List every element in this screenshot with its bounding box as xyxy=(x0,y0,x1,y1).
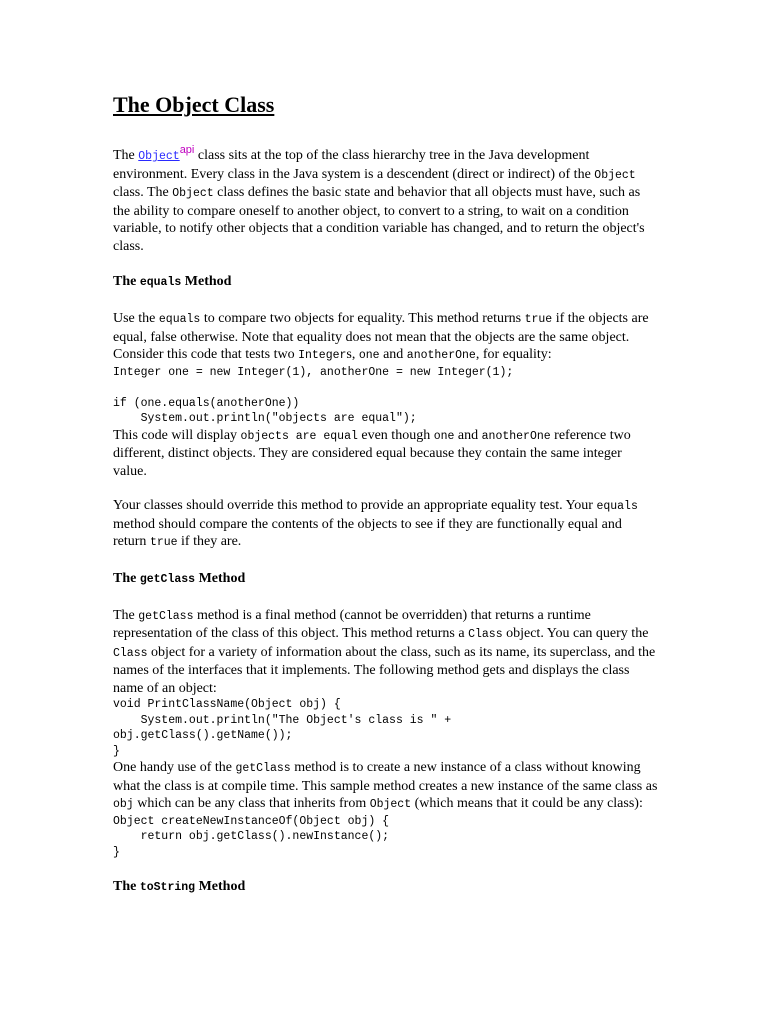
equals-heading: The equals Method xyxy=(113,274,232,289)
getclass-code-block-2: Object createNewInstanceOf(Object obj) { return obj.getClass().newInstance(); } xyxy=(113,814,390,859)
equals-paragraph-1: Use the equals to compare two objects for equality. This method returns true if the objects are equal, false otherwise. Note that equality does not mean that the objects are the same object. Consider this code that tests two Integers, one and anotherOne, for equality: xyxy=(113,311,649,362)
object-api-link[interactable]: Object xyxy=(138,150,180,163)
document-content xyxy=(113,92,658,897)
getclass-heading: The getClass Method xyxy=(113,570,246,586)
tostring-heading: The toString Method xyxy=(113,879,246,894)
api-link[interactable]: api xyxy=(179,144,195,156)
equals-paragraph-3: Your classes should override this method to provide an appropriate equality test. Your equals method should compare the contents of the objects to see if they are functionally equal and return true if they are. xyxy=(113,498,638,549)
equals-paragraph-2: This code will display objects are equal even though one and anotherOne reference two different, distinct objects. They are considered equal because they contain the same integer value. xyxy=(113,427,631,479)
getclass-code-block-1: void PrintClassName(Object obj) { System.out.println("The Object's class is " + obj.getClass().getName()); } xyxy=(113,698,452,758)
equals-code-block: Integer one = new Integer(1), anotherOne = new Integer(1); if (one.equals(anotherOne)) System.out.println("objects are equal"); xyxy=(113,365,514,425)
getclass-paragraph-2: One handy use of the getClass method is to create a new instance of a class without knowing what the class is at compile time. This sample method creates a new instance of the same class as obj which can be any class that inherits from Object (which means that it could be any class): xyxy=(113,760,658,811)
page-title: The Object Class xyxy=(113,92,275,117)
getclass-paragraph-1: The getClass method is a final method (cannot be overridden) that returns a runtime representation of the class of this object. This method returns a Class object. You can query the Class object for a variety of information about the class, such as its name, its superclass, and the names of the interfaces that it implements. The following method gets and displays the class name of an object: xyxy=(113,607,656,696)
intro-paragraph: The Object$^{api}$ class sits at the top of the class hierarchy tree in the Java development environment. Every class in the Java system is a descendent (direct or indirect) of the Object class. The Object class defines the basic state and behavior that all objects must have, such as the ability to compare oneself to another object, to convert to a string, to wait on a condition variable, to notify other objects that a condition variable has changed, and to return the object's class. xyxy=(113,144,645,254)
